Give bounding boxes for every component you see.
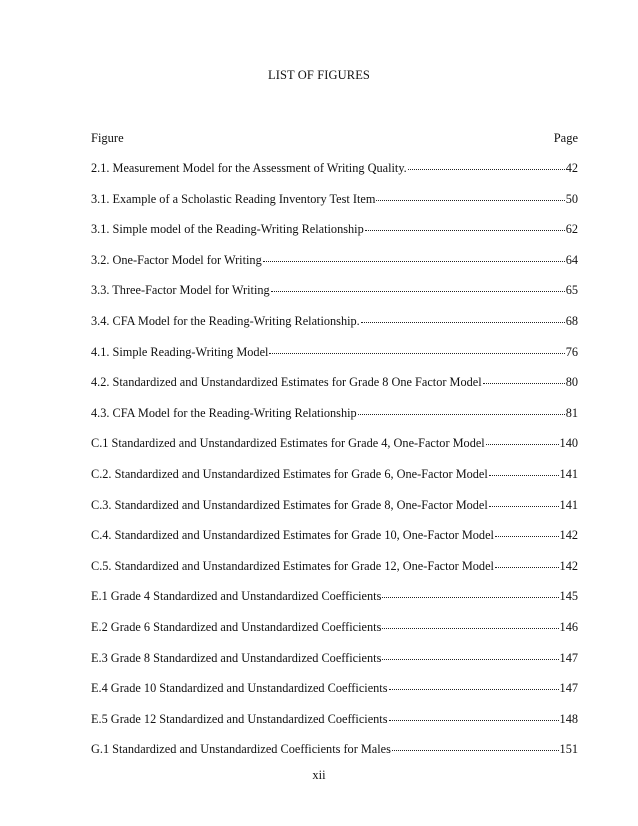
figure-title: E.5 Grade 12 Standardized and Unstandardized Coefficients [91,711,388,726]
figure-page-number: 65 [565,283,578,298]
figure-page-number: 42 [565,161,578,175]
figure-page-number: 142 [559,558,578,573]
figure-page-number: 76 [565,344,578,359]
figure-title: C.5. Standardized and Unstandardized Estimates for Grade 12, One-Factor Model [91,558,494,573]
column-header-row [91,131,578,146]
figure-title: 3.2. One-Factor Model for Writing [91,252,262,267]
dot-leader [489,505,559,507]
figure-page-number: 145 [559,589,578,604]
dot-leader [408,168,565,170]
dot-leader [376,199,564,201]
figure-title: G.1 Standardized and Unstandardized Coefficients for Males [91,742,391,757]
figure-page-number: 62 [565,222,578,237]
list-item [91,345,578,376]
figure-title: C.2. Standardized and Unstandardized Estimates for Grade 6, One-Factor Model [91,466,488,481]
figure-page-number: 81 [565,405,578,420]
figure-title: 4.3. CFA Model for the Reading-Writing Relationship [91,405,357,420]
dot-leader [392,749,559,751]
list-item [91,283,578,314]
page-column-label: Page [553,131,578,145]
dot-leader [495,566,559,568]
figure-title: 3.1. Simple model of the Reading-Writing Relationship [91,222,364,237]
figure-title: C.4. Standardized and Unstandardized Estimates for Grade 10, One-Factor Model [91,528,494,543]
list-item [91,498,578,529]
figure-page-number: 142 [559,528,578,543]
figure-page-number: 148 [559,711,578,726]
list-item [91,528,578,559]
figure-page-number: 68 [565,313,578,328]
figure-title: C.3. Standardized and Unstandardized Estimates for Grade 8, One-Factor Model [91,497,488,512]
figure-list [91,161,578,773]
list-item [91,161,578,192]
page-footer-number: xii [312,768,326,782]
list-item [91,375,578,406]
figure-title: C.1 Standardized and Unstandardized Estimates for Grade 4, One-Factor Model [91,436,485,451]
dot-leader [269,352,564,354]
figure-title: E.3 Grade 8 Standardized and Unstandardized Coefficients [91,650,382,665]
dot-leader [382,627,558,629]
list-item [91,467,578,498]
dot-leader [389,719,559,721]
list-item [91,253,578,284]
list-item [91,651,578,682]
dot-leader [486,443,559,445]
figure-title: E.1 Grade 4 Standardized and Unstandardized Coefficients [91,589,382,604]
dot-leader [358,413,565,415]
figure-page-number: 147 [559,650,578,665]
figure-page-number: 141 [559,497,578,512]
list-item [91,589,578,620]
figure-title: E.2 Grade 6 Standardized and Unstandardized Coefficients [91,619,382,634]
figure-title: E.4 Grade 10 Standardized and Unstandardized Coefficients [91,681,388,696]
figure-page-number: 146 [559,619,578,634]
figure-title: 3.1. Example of a Scholastic Reading Inventory Test Item [91,191,376,206]
figure-page-number: 151 [559,742,578,757]
list-item [91,620,578,651]
list-item [91,192,578,223]
dot-leader [489,474,559,476]
page-title: LIST OF FIGURES [268,68,370,82]
dot-leader [382,658,558,660]
dot-leader [365,229,565,231]
figure-page-number: 140 [559,436,578,451]
figure-title: 3.4. CFA Model for the Reading-Writing Relationship. [91,313,360,328]
dot-leader [389,688,559,690]
figure-page-number: 141 [559,466,578,481]
dot-leader [271,290,565,292]
list-item [91,406,578,437]
list-item [91,559,578,590]
figure-title: 3.3. Three-Factor Model for Writing [91,283,270,298]
dot-leader [483,382,565,384]
list-item [91,222,578,253]
dot-leader [263,260,565,262]
figure-page-number: 80 [565,375,578,390]
list-item [91,681,578,712]
figure-page-number: 64 [565,252,578,267]
list-item [91,712,578,743]
figure-title: 2.1. Measurement Model for the Assessment of Writing Quality. [91,161,407,175]
figure-page-number: 147 [559,681,578,696]
dot-leader [495,535,559,537]
figure-column-label: Figure [91,131,124,145]
figure-page-number: 50 [565,191,578,206]
dot-leader [361,321,565,323]
dot-leader [382,596,558,598]
list-item [91,314,578,345]
figure-title: 4.1. Simple Reading-Writing Model [91,344,269,359]
list-item [91,436,578,467]
figure-title: 4.2. Standardized and Unstandardized Estimates for Grade 8 One Factor Model [91,375,482,390]
